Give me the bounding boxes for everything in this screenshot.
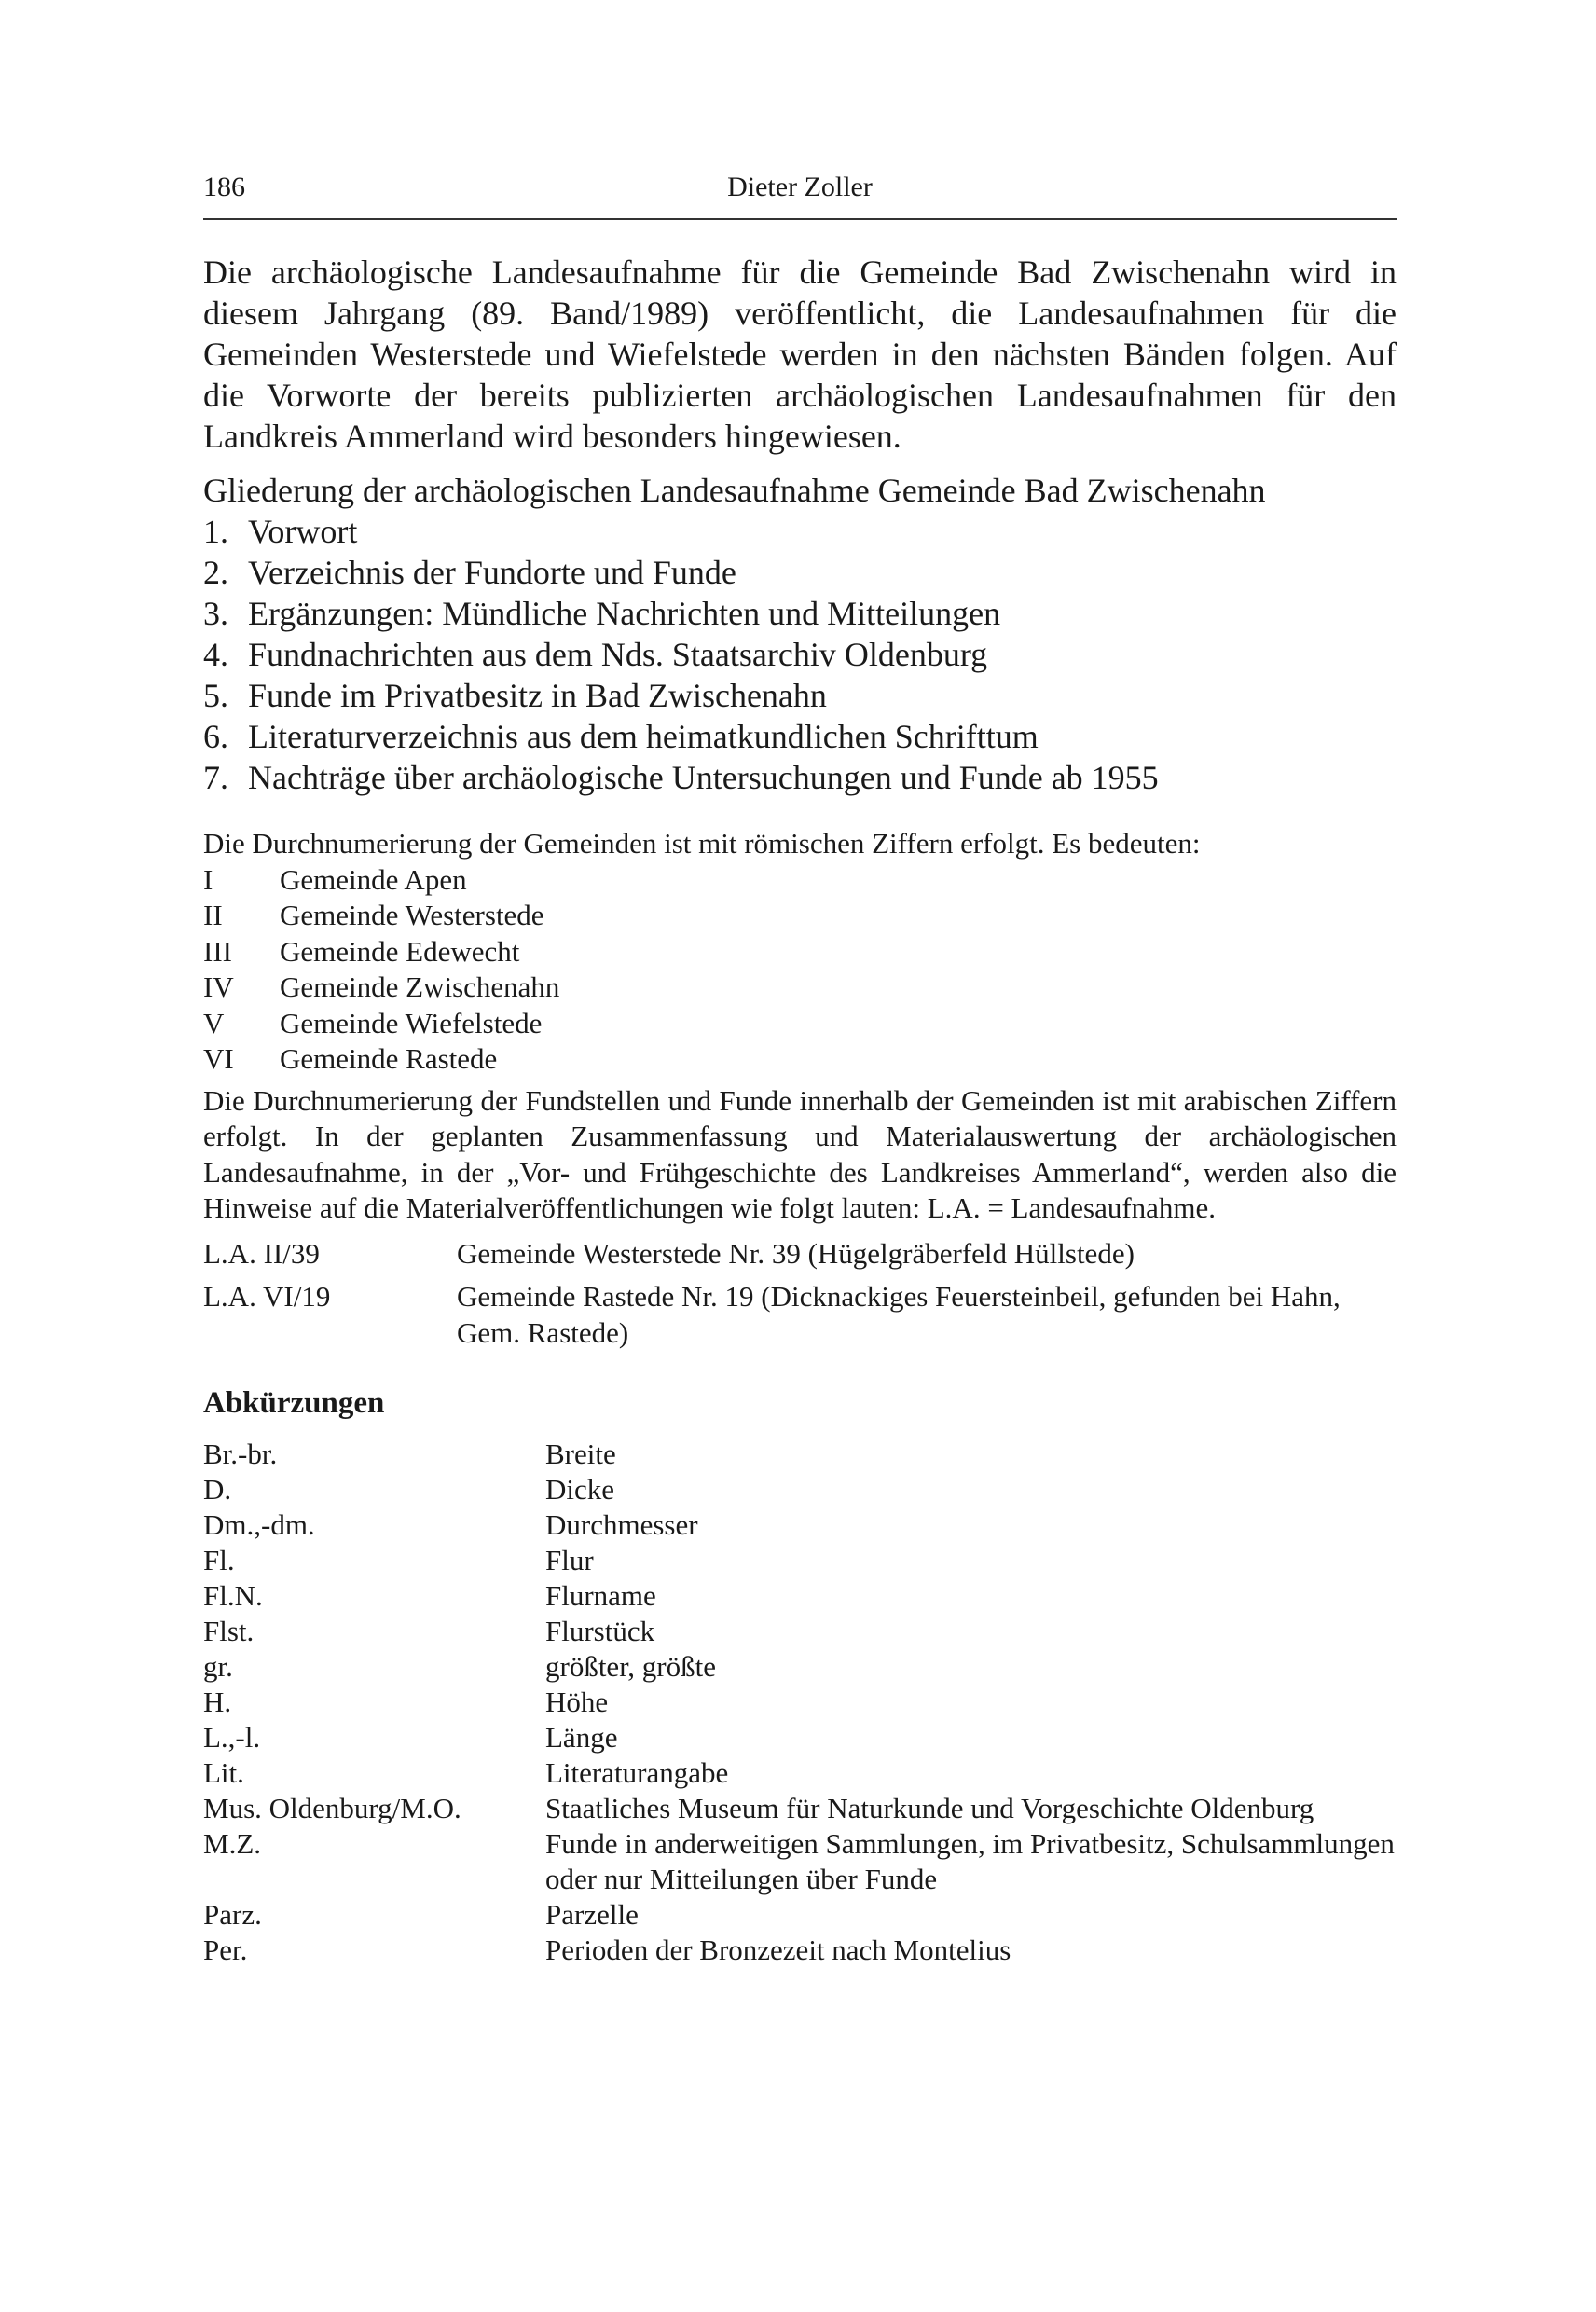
example-desc: Gemeinde Westerstede Nr. 39 (Hügelgräberfeld Hüllstede)	[457, 1236, 1135, 1270]
outline-title: Gliederung der archäologischen Landesaufnahme Gemeinde Bad Zwischenahn	[203, 472, 1266, 509]
abbreviation-meaning: Länge	[545, 1721, 618, 1754]
gemeinde-name: Gemeinde Wiefelstede	[280, 1006, 543, 1039]
abbreviation: Lit.	[203, 1756, 244, 1789]
abbreviation: D.	[203, 1473, 232, 1506]
abbreviations-table	[203, 1437, 1396, 1968]
gemeinde-roman: V	[203, 1006, 225, 1039]
document-page	[203, 172, 1396, 1968]
abbreviation-row	[203, 1897, 1396, 1933]
outline-item-text: Ergänzungen: Mündliche Nachrichten und Mitteilungen	[248, 595, 1001, 632]
abbreviation: gr.	[203, 1650, 233, 1683]
outline-item-number: 4.	[203, 636, 228, 673]
abbreviation-row	[203, 1543, 1396, 1578]
outline-item-number: 1.	[203, 513, 228, 550]
abbreviation-meaning: Literaturangabe	[545, 1756, 729, 1789]
gemeinde-name: Gemeinde Westerstede	[280, 899, 544, 931]
gemeinde-roman: III	[203, 934, 232, 968]
abbreviation: Dm.,-dm.	[203, 1508, 315, 1541]
outline-item	[203, 716, 1396, 757]
abbreviation-meaning: Höhe	[545, 1686, 609, 1718]
gemeinde-roman: VI	[203, 1042, 234, 1075]
abbreviation: L.,-l.	[203, 1721, 261, 1754]
outline-item	[203, 675, 1396, 716]
gemeinde-item	[203, 862, 1396, 899]
gemeinde-roman: II	[203, 899, 223, 931]
abbreviation-row	[203, 1507, 1396, 1543]
example-row	[203, 1236, 1396, 1273]
abbreviation: H.	[203, 1686, 232, 1718]
abbreviation: M.Z.	[203, 1827, 261, 1860]
outline-item-number: 2.	[203, 554, 228, 591]
abbreviation-meaning: Funde in anderweitigen Sammlungen, im Privatbesitz, Schulsammlungen oder nur Mitteilungen über Funde	[545, 1827, 1395, 1895]
page-number: 186	[203, 172, 245, 202]
fund-numbering-paragraph: Die Durchnumerierung der Fundstellen und Funde innerhalb der Gemeinden ist mit arabischen Ziffern erfolgt. In der geplanten Zusammenfassung und Materialauswertung der archäologischen Landesaufnahme, in der „Vor- und Frühgeschichte des Landkreises Ammerland“, werden also die Hinweise auf die Materialveröffentlichungen wie folgt lauten: L.A. = Landesaufnahme.	[203, 1083, 1396, 1224]
abbreviation-meaning: Dicke	[545, 1473, 615, 1506]
gemeinde-roman: IV	[203, 970, 234, 1003]
example-row	[203, 1279, 1396, 1351]
abbreviation-meaning: Parzelle	[545, 1898, 639, 1931]
abbreviation: Fl.	[203, 1544, 235, 1576]
gemeinde-name: Gemeinde Rastede	[280, 1042, 498, 1075]
intro-paragraph: Die archäologische Landesaufnahme für die Gemeinde Bad Zwischenahn wird in diesem Jahrgang (89. Band/1989) veröffentlicht, die Landesaufnahmen für die Gemeinden Westerstede und Wiefelstede werden in den nächsten Bänden folgen. Auf die Vorworte der bereits publizierten archäologischen Landesaufnahmen für den Landkreis Ammerland wird besonders hingewiesen.	[203, 254, 1396, 455]
outline-item	[203, 634, 1396, 675]
abbreviation-row	[203, 1578, 1396, 1614]
abbreviation: Parz.	[203, 1898, 262, 1931]
abbreviation-meaning: Flur	[545, 1544, 594, 1576]
outline-item-text: Funde im Privatbesitz in Bad Zwischenahn	[248, 677, 827, 714]
abbreviation-meaning: Breite	[545, 1438, 616, 1470]
outline-item-text: Literaturverzeichnis aus dem heimatkundlichen Schrifttum	[248, 718, 1039, 755]
abbreviation: Flst.	[203, 1615, 255, 1647]
gemeinde-name: Gemeinde Edewecht	[280, 934, 520, 968]
abbreviation-row	[203, 1472, 1396, 1507]
gemeinde-list	[203, 862, 1396, 1078]
abbreviations-heading: Abkürzungen	[203, 1386, 385, 1420]
outline-item	[203, 552, 1396, 593]
example-ref: L.A. VI/19	[203, 1280, 331, 1313]
abbreviation-meaning: Flurname	[545, 1579, 656, 1612]
outline-item-text: Verzeichnis der Fundorte und Funde	[248, 554, 736, 591]
abbreviation-meaning: Staatliches Museum für Naturkunde und Vorgeschichte Oldenburg	[545, 1792, 1314, 1824]
reference-examples	[203, 1236, 1396, 1352]
outline-item-text: Vorwort	[248, 513, 358, 550]
gemeinde-item	[203, 1041, 1396, 1078]
abbreviation-meaning: Durchmesser	[545, 1508, 698, 1541]
abbreviation-meaning: Perioden der Bronzezeit nach Montelius	[545, 1934, 1011, 1966]
outline-item-number: 6.	[203, 718, 228, 755]
abbreviation-row	[203, 1649, 1396, 1685]
running-head	[203, 172, 1396, 220]
gemeinde-name: Gemeinde Apen	[280, 862, 467, 896]
gemeinde-item	[203, 970, 1396, 1006]
outline-item	[203, 511, 1396, 552]
running-head-author: Dieter Zoller	[727, 172, 873, 202]
outline-item	[203, 757, 1396, 798]
gemeinde-roman: I	[203, 862, 213, 896]
outline-item-number: 3.	[203, 595, 228, 632]
abbreviation: Per.	[203, 1934, 248, 1966]
abbreviation-row	[203, 1437, 1396, 1472]
outline-item	[203, 593, 1396, 634]
abbreviation-row	[203, 1720, 1396, 1755]
outline-item-text: Fundnachrichten aus dem Nds. Staatsarchiv Oldenburg	[248, 636, 988, 673]
numbering-intro: Die Durchnumerierung der Gemeinden ist mit römischen Ziffern erfolgt. Es bedeuten:	[203, 827, 1201, 860]
example-desc: Gemeinde Rastede Nr. 19 (Dicknackiges Feuersteinbeil, gefunden bei Hahn, Gem. Rastede)	[457, 1280, 1341, 1349]
gemeinde-item	[203, 898, 1396, 934]
abbreviation: Fl.N.	[203, 1579, 263, 1612]
abbreviation-row	[203, 1614, 1396, 1649]
abbreviation: Br.-br.	[203, 1438, 278, 1470]
abbreviation-row	[203, 1685, 1396, 1720]
abbreviation-row	[203, 1826, 1396, 1897]
example-ref: L.A. II/39	[203, 1236, 320, 1270]
outline-item-number: 7.	[203, 759, 228, 796]
abbreviation-row	[203, 1933, 1396, 1968]
abbreviation-row	[203, 1755, 1396, 1791]
gemeinde-name: Gemeinde Zwischenahn	[280, 970, 560, 1003]
outline-item-text: Nachträge über archäologische Untersuchungen und Funde ab 1955	[248, 759, 1159, 796]
outline-list	[203, 511, 1396, 798]
abbreviation-meaning: Flurstück	[545, 1615, 655, 1647]
gemeinde-item	[203, 1006, 1396, 1042]
outline-item-number: 5.	[203, 677, 228, 714]
gemeinde-item	[203, 934, 1396, 970]
abbreviation-row	[203, 1791, 1396, 1826]
abbreviation-meaning: größter, größte	[545, 1650, 716, 1683]
abbreviation: Mus. Oldenburg/M.O.	[203, 1792, 461, 1824]
